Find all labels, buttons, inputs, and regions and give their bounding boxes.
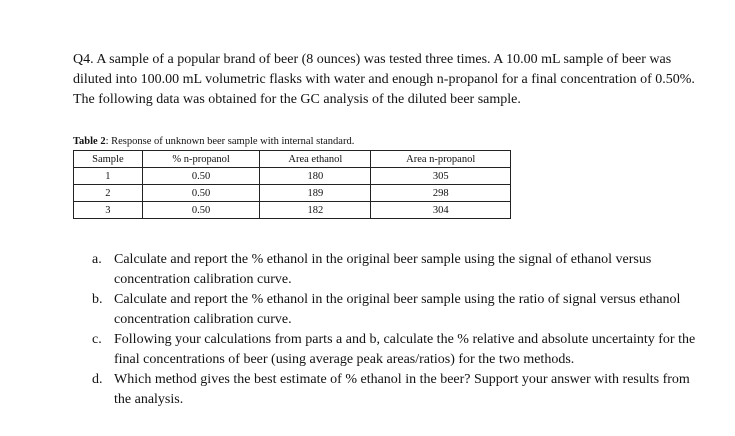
header-area-ethanol: Area ethanol [260,151,371,168]
part-text: Calculate and report the % ethanol in the original beer sample using the signal of ethanol versus concentration calibration curve. [114,252,652,287]
list-item [92,370,702,410]
table-caption [73,135,511,148]
cell-area-ethanol: 189 [260,185,371,202]
part-marker: d. [92,372,103,387]
cell-n-propanol-percent: 0.50 [142,202,260,219]
part-text: Calculate and report the % ethanol in the original beer sample using the ratio of signal versus ethanol concentration calibration curve. [114,292,681,327]
part-marker: c. [92,332,102,347]
table-row [74,185,511,202]
question-text: Q4. A sample of a popular brand of beer (8 ounces) was tested three times. A 10.00 mL sample of beer was diluted into 100.00 mL volumetric flasks with water and enough n-propanol for a final concentration of 0.50%. The following data was obtained for the GC analysis of the diluted beer sample. [73,52,695,107]
cell-sample: 3 [74,202,143,219]
cell-sample: 2 [74,185,143,202]
header-n-propanol-percent: % n-propanol [142,151,260,168]
table-row [74,202,511,219]
header-sample: Sample [74,151,143,168]
response-table [73,150,511,219]
table-caption-label: Table 2 [73,136,106,147]
header-area-n-propanol: Area n-propanol [371,151,511,168]
cell-area-ethanol: 182 [260,202,371,219]
part-marker: b. [92,292,103,307]
cell-area-n-propanol: 305 [371,168,511,185]
table-header-row [74,151,511,168]
list-item [92,250,702,290]
cell-n-propanol-percent: 0.50 [142,185,260,202]
data-table-block [73,135,511,219]
list-item [92,330,702,370]
list-item [92,290,702,330]
table-row [74,168,511,185]
cell-area-n-propanol: 298 [371,185,511,202]
part-text: Which method gives the best estimate of % ethanol in the beer? Support your answer with results from the analysis. [114,372,690,407]
cell-area-n-propanol: 304 [371,202,511,219]
cell-sample: 1 [74,168,143,185]
question-parts-list [92,250,702,410]
table-caption-text: : Response of unknown beer sample with internal standard. [105,136,355,147]
cell-area-ethanol: 180 [260,168,371,185]
part-text: Following your calculations from parts a and b, calculate the % relative and absolute uncertainty for the final concentrations of beer (using average peak areas/ratios) for the two methods. [114,332,696,367]
cell-n-propanol-percent: 0.50 [142,168,260,185]
part-marker: a. [92,252,102,267]
